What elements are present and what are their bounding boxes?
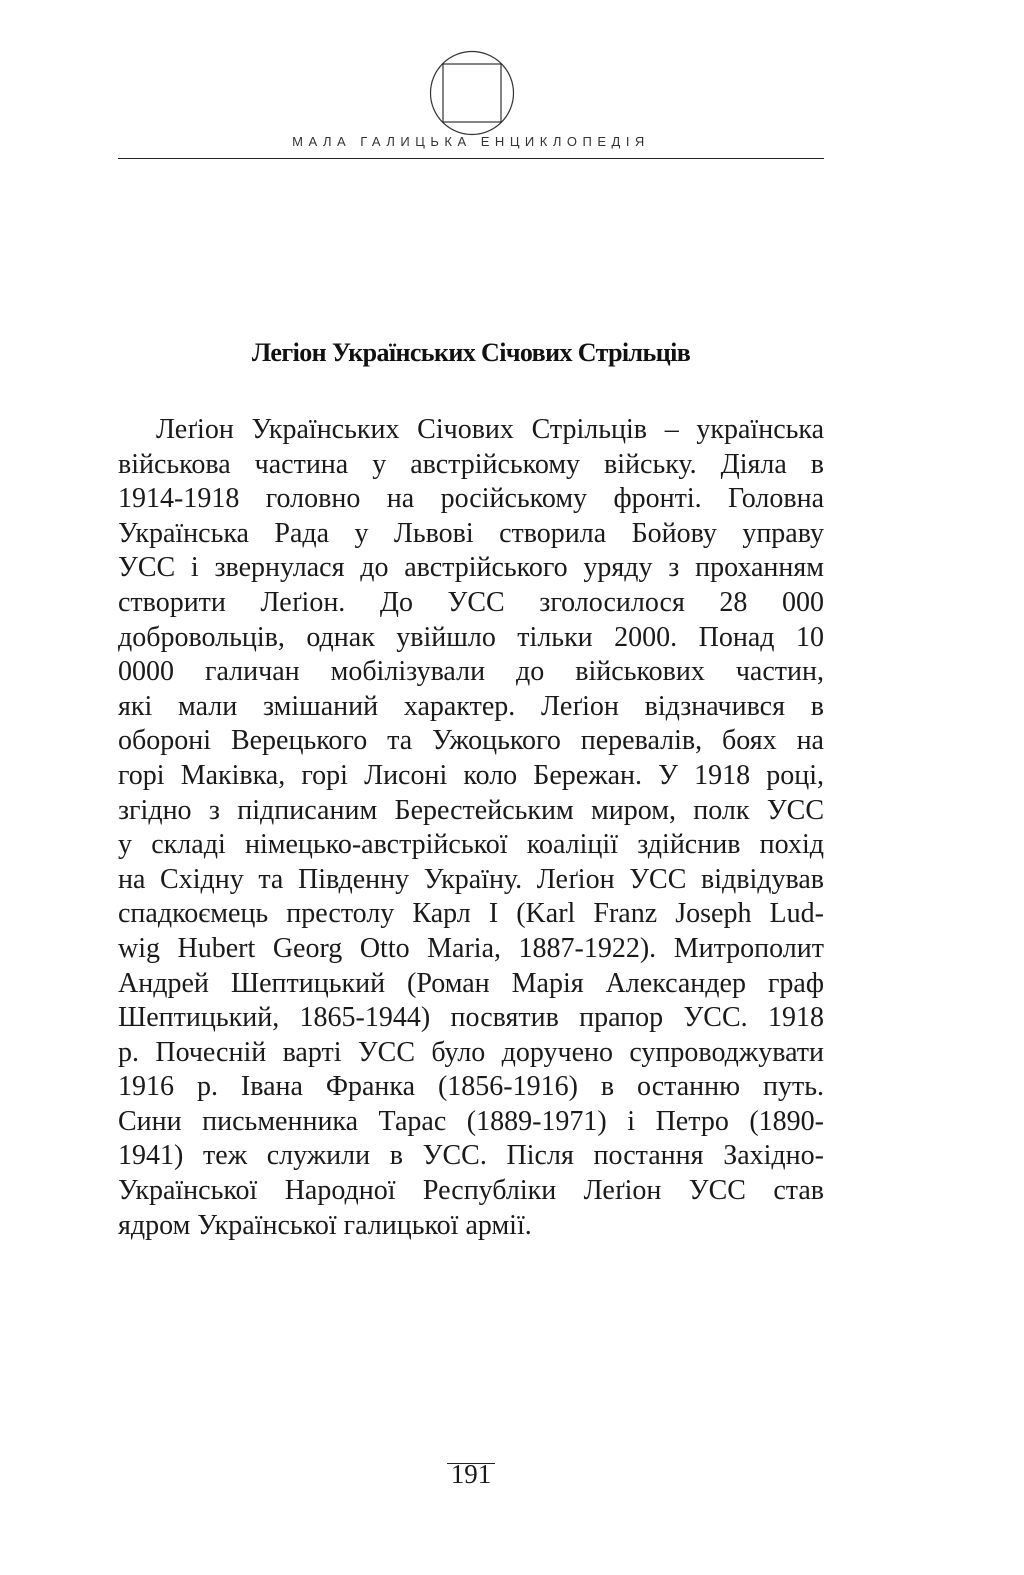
body-line: військова частина у австрійському війську. Діяла в — [118, 448, 824, 480]
body-line: створити Леґіон. До УСС зголосилося 28 000 — [118, 586, 824, 618]
page-number: 191 — [450, 1459, 492, 1489]
body-line: Шептицький, 1865-1944) посвятив прапор УСС. 1918 — [118, 1002, 824, 1034]
running-header: МАЛА ГАЛИЦЬКА ЕНЦИКЛОПЕДІЯ — [292, 134, 650, 149]
body-line: у складі німецько-австрійської коаліції здійснив похід — [118, 829, 824, 861]
body-line: Леґіон Українських Січових Стрільців – українська — [156, 414, 824, 445]
circle-square-logo-icon — [429, 50, 515, 136]
article-body — [118, 413, 824, 1243]
body-line: 1941) теж служили в УСС. Після постання Західно- — [118, 1140, 824, 1172]
body-line: згідно з підписаним Берестейським миром, полк УСС — [118, 794, 824, 826]
body-line: УСС і звернулася до австрійського уряду з проханням — [118, 552, 824, 584]
body-line: р. Почесній варті УСС було доручено супроводжувати — [118, 1036, 824, 1068]
body-line: wig Hubert Georg Otto Maria, 1887-1922). Митрополит — [118, 932, 824, 964]
body-line: на Східну та Південну Україну. Леґіон УСС відвідував — [118, 863, 824, 895]
body-line: добровольців, однак увійшло тільки 2000. Понад 10 — [118, 621, 824, 653]
body-line: 0000 галичан мобілізували до військових частин, — [118, 656, 824, 688]
body-line: ядром Української галицької армії. — [118, 1209, 532, 1241]
body-line: обороні Верецького та Ужоцького перевалів, боях на — [118, 725, 824, 757]
body-line: спадкоємець престолу Карл I (Karl Franz Joseph Lud- — [118, 898, 824, 930]
body-line: Андрей Шептицький (Роман Марія Александер граф — [118, 967, 824, 999]
body-line: 1914-1918 головно на російському фронті. Головна — [118, 483, 824, 515]
body-line: які мали змішаний характер. Леґіон відзначився в — [118, 690, 824, 722]
header-rule — [118, 158, 824, 159]
body-line: горі Маківка, горі Лисоні коло Бережан. У 1918 році, — [118, 759, 824, 791]
article-title: Легіон Українських Січових Стрільців — [251, 338, 691, 367]
body-line: 1916 р. Івана Франка (1856-1916) в останню путь. — [118, 1071, 824, 1103]
body-line: Сини письменника Тарас (1889-1971) і Петро (1890- — [118, 1105, 824, 1137]
body-line: Української Народної Республіки Леґіон УСС став — [118, 1175, 824, 1207]
body-line: Українська Рада у Львові створила Бойову управу — [118, 517, 824, 549]
